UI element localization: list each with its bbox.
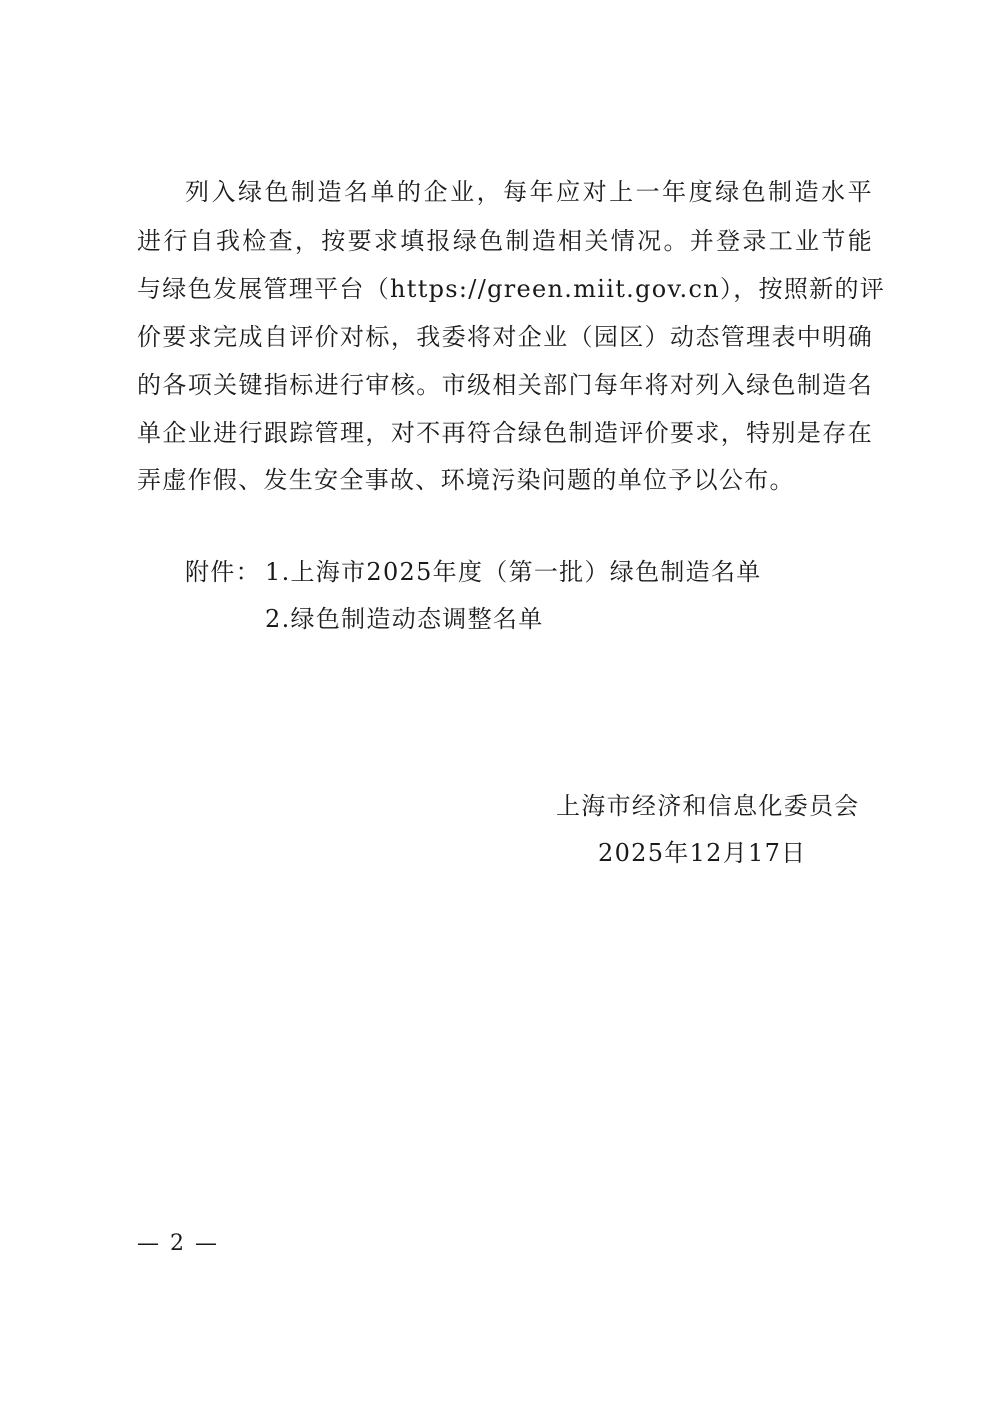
issue-date: 2025年12月17日 bbox=[598, 839, 807, 867]
body-line-1: 列入绿色制造名单的企业，每年应对上一年度绿色制造水平 bbox=[185, 178, 873, 206]
body-line-2: 进行自我检查，按要求填报绿色制造相关情况。并登录工业节能 bbox=[137, 227, 873, 255]
body-line-5: 的各项关键指标进行审核。市级相关部门每年将对列入绿色制造名 bbox=[137, 371, 873, 399]
body-line-3: 与绿色发展管理平台（https://green.miit.gov.cn），按照新的评 bbox=[137, 275, 886, 303]
body-line-4: 价要求完成自评价对标，我委将对企业（园区）动态管理表中明确 bbox=[137, 323, 873, 351]
attachment-item-1: 1.上海市2025年度（第一批）绿色制造名单 bbox=[265, 558, 762, 586]
page-number: — 2 — bbox=[137, 1231, 219, 1256]
issuing-organization: 上海市经济和信息化委员会 bbox=[556, 792, 860, 820]
attachment-item-2: 2.绿色制造动态调整名单 bbox=[265, 605, 544, 633]
body-line-7: 弄虚作假、发生安全事故、环境污染问题的单位予以公布。 bbox=[137, 466, 795, 494]
body-line-6: 单企业进行跟踪管理，对不再符合绿色制造评价要求，特别是存在 bbox=[137, 419, 873, 447]
attachments-label: 附件： bbox=[185, 558, 261, 586]
